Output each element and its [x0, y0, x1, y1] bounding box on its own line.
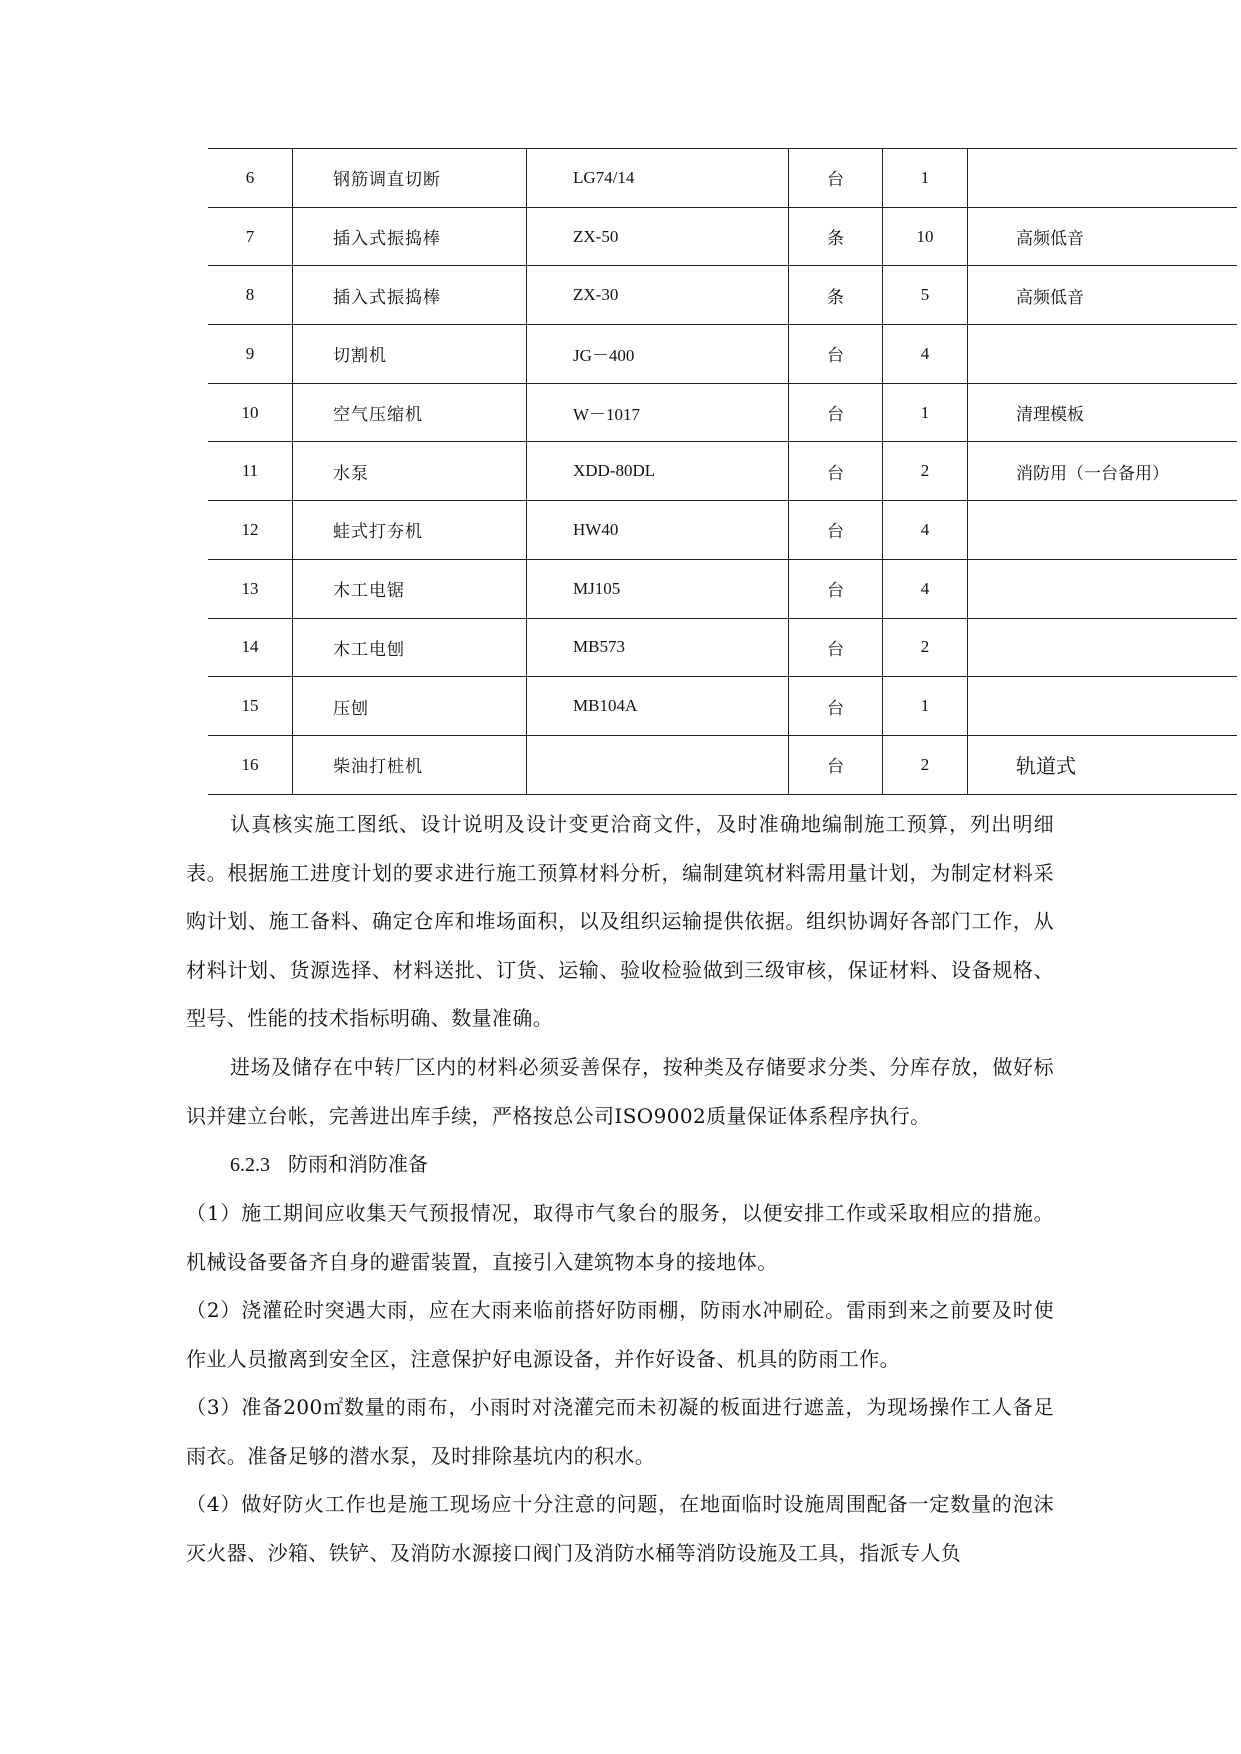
equipment-note — [968, 677, 1238, 736]
equipment-note: 轨道式 — [968, 735, 1238, 794]
row-number: 10 — [208, 383, 293, 442]
equipment-name: 蛙式打夯机 — [293, 501, 527, 560]
section-heading — [230, 1140, 428, 1189]
equipment-model: MB104A — [527, 677, 789, 736]
equipment-quantity: 4 — [883, 501, 968, 560]
equipment-note — [968, 618, 1238, 677]
row-number: 12 — [208, 501, 293, 560]
row-number: 6 — [208, 149, 293, 208]
equipment-name: 切割机 — [293, 325, 527, 384]
equipment-quantity: 2 — [883, 442, 968, 501]
equipment-unit: 条 — [789, 207, 883, 266]
equipment-name: 水泵 — [293, 442, 527, 501]
row-number: 14 — [208, 618, 293, 677]
list-item: （4）做好防火工作也是施工现场应十分注意的问题，在地面临时设施周围配备一定数量的泡沫灭火器、沙箱、铁铲、及消防水源接口阀门及消防水桶等消防设施及工具，指派专人负 — [186, 1492, 1054, 1565]
row-number: 9 — [208, 325, 293, 384]
equipment-note — [968, 559, 1238, 618]
table-row — [208, 149, 1237, 208]
equipment-table — [208, 148, 1237, 795]
equipment-quantity: 4 — [883, 325, 968, 384]
equipment-unit: 台 — [789, 735, 883, 794]
equipment-note: 消防用（一台备用） — [968, 442, 1238, 501]
table-row — [208, 559, 1237, 618]
equipment-unit: 台 — [789, 325, 883, 384]
equipment-model: ZX-30 — [527, 266, 789, 325]
list-item: （1）施工期间应收集天气预报情况，取得市气象台的服务，以便安排工作或采取相应的措施。机械设备要备齐自身的避雷装置，直接引入建筑物本身的接地体。 — [186, 1201, 1054, 1274]
equipment-unit: 台 — [789, 559, 883, 618]
table-row — [208, 677, 1237, 736]
table-row — [208, 266, 1237, 325]
equipment-model: JG－400 — [527, 325, 789, 384]
table-row — [208, 207, 1237, 266]
row-number: 13 — [208, 559, 293, 618]
table-row — [208, 383, 1237, 442]
row-number: 16 — [208, 735, 293, 794]
equipment-name: 木工电刨 — [293, 618, 527, 677]
row-number: 7 — [208, 207, 293, 266]
equipment-quantity: 4 — [883, 559, 968, 618]
equipment-name: 钢筋调直切断 — [293, 149, 527, 208]
equipment-name: 木工电锯 — [293, 559, 527, 618]
equipment-quantity: 1 — [883, 149, 968, 208]
equipment-name: 柴油打桩机 — [293, 735, 527, 794]
equipment-note: 高频低音 — [968, 207, 1238, 266]
equipment-model: ZX-50 — [527, 207, 789, 266]
equipment-note — [968, 149, 1238, 208]
equipment-model: MJ105 — [527, 559, 789, 618]
equipment-quantity: 5 — [883, 266, 968, 325]
equipment-unit: 台 — [789, 383, 883, 442]
table-row — [208, 325, 1237, 384]
equipment-unit: 台 — [789, 501, 883, 560]
row-number: 8 — [208, 266, 293, 325]
row-number: 15 — [208, 677, 293, 736]
table-row — [208, 501, 1237, 560]
equipment-quantity: 10 — [883, 207, 968, 266]
equipment-note — [968, 501, 1238, 560]
paragraph-materials-storage: 进场及储存在中转厂区内的材料必须妥善保存，按种类及存储要求分类、分库存放，做好标识并建立台帐，完善进出库手续，严格按总公司ISO9002质量保证体系程序执行。 — [186, 1055, 1054, 1128]
equipment-name: 空气压缩机 — [293, 383, 527, 442]
equipment-unit: 台 — [789, 618, 883, 677]
equipment-quantity: 1 — [883, 677, 968, 736]
equipment-model: MB573 — [527, 618, 789, 677]
equipment-model: W－1017 — [527, 383, 789, 442]
table-row — [208, 442, 1237, 501]
equipment-note: 高频低音 — [968, 266, 1238, 325]
equipment-model: LG74/14 — [527, 149, 789, 208]
equipment-quantity: 2 — [883, 735, 968, 794]
equipment-unit: 条 — [789, 266, 883, 325]
list-item: （3）准备200㎡数量的雨布，小雨时对浇灌完而未初凝的板面进行遮盖，为现场操作工人备足雨衣。准备足够的潜水泵，及时排除基坑内的积水。 — [186, 1395, 1054, 1468]
section-number: 6.2.3 — [230, 1154, 270, 1176]
equipment-quantity: 1 — [883, 383, 968, 442]
equipment-unit: 台 — [789, 149, 883, 208]
list-item: （2）浇灌砼时突遇大雨，应在大雨来临前搭好防雨棚，防雨水冲刷砼。雷雨到来之前要及时使作业人员撤离到安全区，注意保护好电源设备，并作好设备、机具的防雨工作。 — [186, 1298, 1054, 1371]
equipment-model — [527, 735, 789, 794]
equipment-name: 插入式振捣棒 — [293, 266, 527, 325]
section-title: 防雨和消防准备 — [288, 1152, 428, 1176]
equipment-note: 清理模板 — [968, 383, 1238, 442]
equipment-model: XDD-80DL — [527, 442, 789, 501]
row-number: 11 — [208, 442, 293, 501]
equipment-model: HW40 — [527, 501, 789, 560]
equipment-name: 插入式振捣棒 — [293, 207, 527, 266]
equipment-note — [968, 325, 1238, 384]
table-row — [208, 618, 1237, 677]
paragraph-materials-planning: 认真核实施工图纸、设计说明及设计变更洽商文件，及时准确地编制施工预算，列出明细表。根据施工进度计划的要求进行施工预算材料分析，编制建筑材料需用量计划，为制定材料采购计划、施工备料、确定仓库和堆场面积，以及组织运输提供依据。组织协调好各部门工作，从材料计划、货源选择、材料送批、订货、运输、验收检验做到三级审核，保证材料、设备规格、型号、性能的技术指标明确、数量准确。 — [186, 812, 1054, 1030]
table-row — [208, 735, 1237, 794]
equipment-unit: 台 — [789, 677, 883, 736]
equipment-quantity: 2 — [883, 618, 968, 677]
equipment-unit: 台 — [789, 442, 883, 501]
equipment-name: 压刨 — [293, 677, 527, 736]
